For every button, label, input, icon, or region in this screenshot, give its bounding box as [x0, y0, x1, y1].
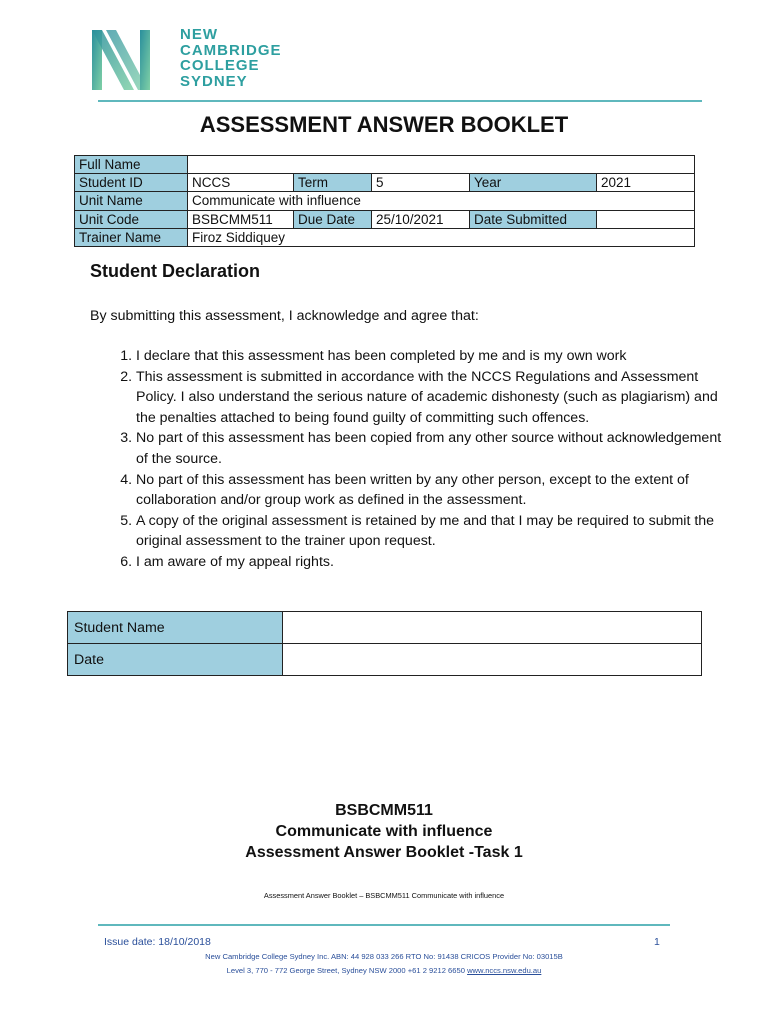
student-sign-table [67, 611, 702, 676]
year-label: Year [470, 174, 597, 192]
logo-line-sydney: SYDNEY [180, 72, 248, 90]
date-submitted-field[interactable] [597, 210, 695, 228]
table-row [75, 174, 695, 192]
table-row [75, 228, 695, 246]
unit-code-label: Unit Code [75, 210, 188, 228]
declaration-intro: By submitting this assessment, I acknowledge and agree that: [90, 308, 479, 324]
year-field[interactable]: 2021 [597, 174, 695, 192]
student-id-label: Student ID [75, 174, 188, 192]
unit-name-heading: Communicate with influence [275, 823, 493, 840]
table-row [68, 644, 702, 676]
student-name-label: Student Name [68, 612, 283, 644]
unit-name-field[interactable]: Communicate with influence [188, 192, 695, 210]
date-submitted-label: Date Submitted [470, 210, 597, 228]
assessment-info-table [74, 155, 695, 247]
declaration-list [90, 346, 736, 573]
student-id-field[interactable]: NCCS [188, 174, 294, 192]
footer-divider [98, 924, 670, 926]
term-field[interactable]: 5 [372, 174, 470, 192]
page-number: 1 [654, 936, 660, 948]
table-row [75, 192, 695, 210]
list-item: 3. No part of this assessment has been copied from any other source without acknowledgement of the source. [136, 428, 736, 469]
website-link[interactable]: www.nccs.nsw.edu.au [467, 966, 542, 975]
term-label: Term [294, 174, 372, 192]
document-title: ASSESSMENT ANSWER BOOKLET [199, 112, 569, 137]
unit-code-field[interactable]: BSBCMM511 [188, 210, 294, 228]
list-item: 1. I declare that this assessment has been completed by me and is my own work [136, 346, 736, 367]
cover-title-block [0, 800, 768, 863]
unit-name-label: Unit Name [75, 192, 188, 210]
due-date-field[interactable]: 25/10/2021 [372, 210, 470, 228]
footer-registration-line: New Cambridge College Sydney Inc. ABN: 44 928 033 266 RTO No: 91438 CRICOS Provider No: 03015B [205, 952, 563, 961]
logo-line-college: COLLEGE [180, 57, 260, 74]
student-name-field[interactable] [283, 612, 702, 644]
date-label: Date [68, 644, 283, 676]
list-item: 6. I am aware of my appeal rights. [136, 552, 736, 573]
trainer-name-field[interactable]: Firoz Siddiquey [188, 228, 695, 246]
table-row [75, 156, 695, 174]
full-name-label: Full Name [75, 156, 188, 174]
footer-caption: Assessment Answer Booklet – BSBCMM511 Communicate with influence [263, 891, 505, 900]
list-item: 4. No part of this assessment has been written by any other person, except to the extent of collaboration and/or group work as defined in the assessment. [136, 470, 736, 511]
footer-address-line [0, 966, 768, 975]
header-divider [98, 100, 702, 102]
list-item: 5. A copy of the original assessment is retained by me and that I may be required to submit the original assessment to the trainer upon request. [136, 511, 736, 552]
unit-code-heading: BSBCMM511 [335, 802, 433, 819]
trainer-name-label: Trainer Name [75, 228, 188, 246]
declaration-heading: Student Declaration [90, 261, 261, 281]
date-field[interactable] [283, 644, 702, 676]
college-logo-icon [90, 28, 152, 92]
table-row [75, 210, 695, 228]
logo-line-new: NEW [180, 26, 218, 43]
due-date-label: Due Date [294, 210, 372, 228]
full-name-field[interactable] [188, 156, 695, 174]
list-item: 2. This assessment is submitted in accordance with the NCCS Regulations and Assessment Policy. I also understand the serious nature of academic dishonesty (such as plagiarism) and the penalties attached to being found guilty of committing such offences. [136, 367, 736, 429]
college-logo-wordmark [180, 27, 282, 89]
footer-address-text: Level 3, 770 - 772 George Street, Sydney NSW 2000 +61 2 9212 6650 [226, 966, 468, 975]
table-row [68, 612, 702, 644]
booklet-task-heading: Assessment Answer Booklet -Task 1 [245, 844, 523, 861]
issue-date: Issue date: 18/10/2018 [104, 936, 211, 948]
logo-line-cambridge: CAMBRIDGE [180, 41, 282, 59]
